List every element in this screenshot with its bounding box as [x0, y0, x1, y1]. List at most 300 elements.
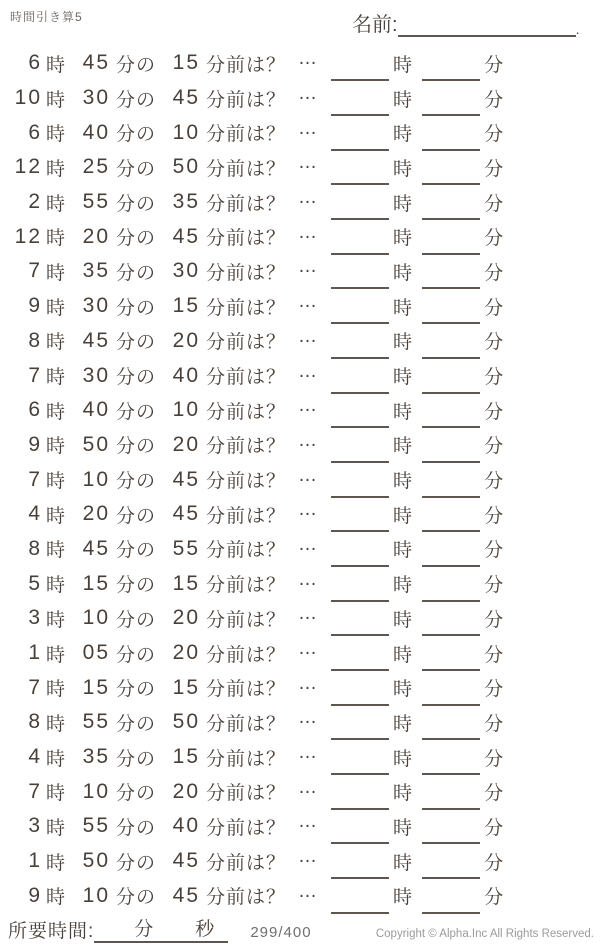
- answer-minute-blank: [422, 478, 480, 498]
- minute-value: 20: [82, 224, 111, 248]
- ellipsis: …: [298, 291, 319, 313]
- hour-unit-label: 時: [46, 575, 67, 597]
- minute-value: 35: [82, 259, 111, 283]
- hour-value: 7: [28, 779, 42, 803]
- minute-value: 45: [82, 328, 111, 352]
- before-minutes-value: 30: [172, 259, 201, 283]
- answer-hour-unit-label: 時: [393, 852, 414, 874]
- minutes-before-question-label: 分前は？: [206, 228, 287, 250]
- answer-hour-blank: [331, 582, 389, 602]
- hour-value: 7: [28, 675, 42, 699]
- minute-no-label: 分の: [116, 748, 157, 770]
- minutes-before-question-label: 分前は？: [206, 401, 287, 423]
- hour-value: 9: [28, 294, 42, 318]
- minute-value: 15: [82, 675, 111, 699]
- name-field: [352, 8, 579, 37]
- minute-no-label: 分の: [116, 644, 157, 666]
- minute-no-label: 分の: [116, 783, 157, 805]
- hour-unit-label: 時: [46, 297, 67, 319]
- answer-minute-blank: [422, 235, 480, 255]
- answer-hour-unit-label: 時: [393, 401, 414, 423]
- answer-minute-blank: [422, 755, 480, 775]
- minute-no-label: 分の: [116, 852, 157, 874]
- minute-value: 05: [82, 641, 111, 665]
- minute-value: 55: [82, 190, 111, 214]
- problem-row: [6, 393, 594, 428]
- minutes-before-question-label: 分前は？: [206, 817, 287, 839]
- ellipsis: …: [298, 360, 319, 382]
- answer-hour-blank: [331, 512, 389, 532]
- minute-value: 45: [82, 51, 111, 75]
- minute-no-label: 分の: [116, 471, 157, 493]
- minute-no-label: 分の: [116, 505, 157, 527]
- hour-value: 9: [28, 432, 42, 456]
- hour-value: 7: [28, 363, 42, 387]
- problem-row: [6, 428, 594, 463]
- before-minutes-value: 15: [172, 745, 201, 769]
- answer-hour-unit-label: 時: [393, 332, 414, 354]
- answer-minute-blank: [422, 269, 480, 289]
- minute-value: 40: [82, 120, 111, 144]
- answer-minute-blank: [422, 339, 480, 359]
- hour-unit-label: 時: [46, 367, 67, 389]
- hour-unit-label: 時: [46, 193, 67, 215]
- problem-row: [6, 705, 594, 740]
- ellipsis: …: [298, 603, 319, 625]
- before-minutes-value: 45: [172, 224, 201, 248]
- before-minutes-value: 40: [172, 363, 201, 387]
- hour-value: 2: [28, 190, 42, 214]
- minute-value: 10: [82, 883, 111, 907]
- answer-minute-blank: [422, 790, 480, 810]
- minute-value: 10: [82, 779, 111, 803]
- answer-minute-unit-label: 分: [484, 297, 505, 319]
- problem-row: [6, 497, 594, 532]
- minutes-before-question-label: 分前は？: [206, 540, 287, 562]
- answer-minute-unit-label: 分: [484, 679, 505, 701]
- answer-hour-unit-label: 時: [393, 679, 414, 701]
- answer-minute-blank: [422, 686, 480, 706]
- hour-value: 1: [28, 641, 42, 665]
- answer-hour-unit-label: 時: [393, 297, 414, 319]
- answer-minute-blank: [422, 61, 480, 81]
- ellipsis: …: [298, 846, 319, 868]
- minute-no-label: 分の: [116, 575, 157, 597]
- answer-hour-unit-label: 時: [393, 644, 414, 666]
- answer-hour-blank: [331, 651, 389, 671]
- minute-value: 50: [82, 432, 111, 456]
- ellipsis: …: [298, 638, 319, 660]
- hour-unit-label: 時: [46, 505, 67, 527]
- answer-minute-unit-label: 分: [484, 505, 505, 527]
- before-minutes-value: 15: [172, 294, 201, 318]
- minute-value: 50: [82, 849, 111, 873]
- ellipsis: …: [298, 48, 319, 70]
- problem-row: [6, 46, 594, 81]
- answer-minute-unit-label: 分: [484, 887, 505, 909]
- answer-hour-unit-label: 時: [393, 158, 414, 180]
- problem-row: [6, 532, 594, 567]
- answer-hour-unit-label: 時: [393, 783, 414, 805]
- answer-hour-unit-label: 時: [393, 436, 414, 458]
- before-minutes-value: 35: [172, 190, 201, 214]
- answer-hour-blank: [331, 478, 389, 498]
- minute-no-label: 分の: [116, 262, 157, 284]
- minute-no-label: 分の: [116, 609, 157, 631]
- answer-hour-blank: [331, 304, 389, 324]
- before-minutes-value: 15: [172, 51, 201, 75]
- minute-value: 30: [82, 294, 111, 318]
- answer-minute-unit-label: 分: [484, 158, 505, 180]
- problem-row: [6, 185, 594, 220]
- ellipsis: …: [298, 776, 319, 798]
- ellipsis: …: [298, 152, 319, 174]
- answer-hour-unit-label: 時: [393, 228, 414, 250]
- hour-unit-label: 時: [46, 783, 67, 805]
- hour-unit-label: 時: [46, 124, 67, 146]
- hour-unit-label: 時: [46, 748, 67, 770]
- hour-value: 6: [28, 120, 42, 144]
- before-minutes-value: 20: [172, 606, 201, 630]
- answer-hour-blank: [331, 443, 389, 463]
- hour-unit-label: 時: [46, 262, 67, 284]
- hour-unit-label: 時: [46, 228, 67, 250]
- ellipsis: …: [298, 672, 319, 694]
- ellipsis: …: [298, 221, 319, 243]
- minute-value: 10: [82, 606, 111, 630]
- problem-row: [6, 358, 594, 393]
- minute-no-label: 分の: [116, 679, 157, 701]
- answer-hour-blank: [331, 894, 389, 914]
- minute-no-label: 分の: [116, 297, 157, 319]
- answer-hour-unit-label: 時: [393, 540, 414, 562]
- minute-value: 55: [82, 814, 111, 838]
- answer-hour-unit-label: 時: [393, 262, 414, 284]
- name-blank-line: [398, 15, 576, 37]
- required-seconds-unit-label: 秒: [195, 919, 215, 940]
- answer-hour-unit-label: 時: [393, 124, 414, 146]
- answer-hour-blank: [331, 824, 389, 844]
- hour-unit-label: 時: [46, 471, 67, 493]
- answer-minute-blank: [422, 443, 480, 463]
- hour-unit-label: 時: [46, 644, 67, 666]
- minutes-before-question-label: 分前は？: [206, 367, 287, 389]
- answer-minute-unit-label: 分: [484, 713, 505, 735]
- problem-row: [6, 670, 594, 705]
- hour-unit-label: 時: [46, 332, 67, 354]
- minute-no-label: 分の: [116, 54, 157, 76]
- minute-no-label: 分の: [116, 193, 157, 215]
- before-minutes-value: 45: [172, 849, 201, 873]
- answer-hour-blank: [331, 131, 389, 151]
- minute-value: 10: [82, 467, 111, 491]
- answer-minute-unit-label: 分: [484, 852, 505, 874]
- answer-hour-blank: [331, 200, 389, 220]
- answer-hour-unit-label: 時: [393, 505, 414, 527]
- hour-unit-label: 時: [46, 436, 67, 458]
- name-trailing-dot: .: [575, 21, 580, 37]
- problem-list: [6, 46, 594, 913]
- answer-hour-blank: [331, 339, 389, 359]
- answer-hour-unit-label: 時: [393, 748, 414, 770]
- problem-row: [6, 636, 594, 671]
- before-minutes-value: 10: [172, 398, 201, 422]
- hour-value: 8: [28, 710, 42, 734]
- hour-unit-label: 時: [46, 817, 67, 839]
- answer-minute-blank: [422, 408, 480, 428]
- hour-value: 9: [28, 883, 42, 907]
- answer-minute-unit-label: 分: [484, 228, 505, 250]
- minutes-before-question-label: 分前は？: [206, 609, 287, 631]
- required-time-blank-line: [94, 919, 228, 943]
- problem-row: [6, 774, 594, 809]
- problem-row: [6, 254, 594, 289]
- answer-minute-blank: [422, 720, 480, 740]
- before-minutes-value: 20: [172, 779, 201, 803]
- ellipsis: …: [298, 880, 319, 902]
- minute-value: 35: [82, 745, 111, 769]
- problem-row: [6, 324, 594, 359]
- answer-hour-unit-label: 時: [393, 54, 414, 76]
- hour-value: 5: [28, 571, 42, 595]
- ellipsis: …: [298, 325, 319, 347]
- answer-minute-unit-label: 分: [484, 436, 505, 458]
- hour-unit-label: 時: [46, 54, 67, 76]
- answer-minute-blank: [422, 304, 480, 324]
- answer-minute-blank: [422, 131, 480, 151]
- minutes-before-question-label: 分前は？: [206, 783, 287, 805]
- before-minutes-value: 20: [172, 328, 201, 352]
- answer-minute-unit-label: 分: [484, 193, 505, 215]
- problem-row: [6, 809, 594, 844]
- before-minutes-value: 45: [172, 883, 201, 907]
- problem-row: [6, 150, 594, 185]
- problem-row: [6, 81, 594, 116]
- answer-hour-blank: [331, 374, 389, 394]
- minute-value: 40: [82, 398, 111, 422]
- answer-hour-blank: [331, 269, 389, 289]
- minutes-before-question-label: 分前は？: [206, 505, 287, 527]
- answer-minute-unit-label: 分: [484, 262, 505, 284]
- answer-minute-blank: [422, 824, 480, 844]
- answer-minute-unit-label: 分: [484, 367, 505, 389]
- minutes-before-question-label: 分前は？: [206, 748, 287, 770]
- minute-no-label: 分の: [116, 887, 157, 909]
- minutes-before-question-label: 分前は？: [206, 679, 287, 701]
- minute-no-label: 分の: [116, 228, 157, 250]
- minutes-before-question-label: 分前は？: [206, 644, 287, 666]
- problem-row: [6, 115, 594, 150]
- before-minutes-value: 15: [172, 675, 201, 699]
- minutes-before-question-label: 分前は？: [206, 575, 287, 597]
- answer-minute-blank: [422, 616, 480, 636]
- minute-no-label: 分の: [116, 367, 157, 389]
- minute-value: 30: [82, 363, 111, 387]
- answer-minute-blank: [422, 200, 480, 220]
- minute-no-label: 分の: [116, 89, 157, 111]
- hour-value: 6: [28, 398, 42, 422]
- answer-minute-blank: [422, 512, 480, 532]
- minute-value: 20: [82, 502, 111, 526]
- hour-value: 4: [28, 745, 42, 769]
- minutes-before-question-label: 分前は？: [206, 297, 287, 319]
- problem-row: [6, 289, 594, 324]
- hour-unit-label: 時: [46, 158, 67, 180]
- answer-hour-unit-label: 時: [393, 575, 414, 597]
- before-minutes-value: 55: [172, 536, 201, 560]
- page-number: 299/400: [250, 924, 312, 941]
- footer: [8, 916, 594, 943]
- hour-unit-label: 時: [46, 852, 67, 874]
- minutes-before-question-label: 分前は？: [206, 262, 287, 284]
- hour-value: 7: [28, 259, 42, 283]
- minutes-before-question-label: 分前は？: [206, 852, 287, 874]
- problem-row: [6, 219, 594, 254]
- hour-value: 3: [28, 814, 42, 838]
- ellipsis: …: [298, 429, 319, 451]
- minute-no-label: 分の: [116, 332, 157, 354]
- copyright-text: Copyright © Alpha.Inc All Rights Reserved.: [375, 928, 594, 940]
- before-minutes-value: 45: [172, 502, 201, 526]
- before-minutes-value: 15: [172, 571, 201, 595]
- ellipsis: …: [298, 83, 319, 105]
- worksheet-title: 時間引き算5: [10, 10, 83, 24]
- answer-minute-unit-label: 分: [484, 575, 505, 597]
- answer-minute-unit-label: 分: [484, 471, 505, 493]
- hour-unit-label: 時: [46, 713, 67, 735]
- problem-row: [6, 879, 594, 914]
- before-minutes-value: 40: [172, 814, 201, 838]
- ellipsis: …: [298, 464, 319, 486]
- minute-no-label: 分の: [116, 124, 157, 146]
- minute-value: 15: [82, 571, 111, 595]
- ellipsis: …: [298, 187, 319, 209]
- required-time-label: 所要時間:: [8, 921, 95, 942]
- hour-unit-label: 時: [46, 887, 67, 909]
- minute-no-label: 分の: [116, 158, 157, 180]
- answer-hour-unit-label: 時: [393, 471, 414, 493]
- minute-no-label: 分の: [116, 540, 157, 562]
- minute-no-label: 分の: [116, 401, 157, 423]
- minutes-before-question-label: 分前は？: [206, 436, 287, 458]
- minute-no-label: 分の: [116, 713, 157, 735]
- ellipsis: …: [298, 395, 319, 417]
- answer-hour-blank: [331, 235, 389, 255]
- name-label: 名前:: [352, 14, 398, 36]
- before-minutes-value: 45: [172, 86, 201, 110]
- answer-hour-unit-label: 時: [393, 817, 414, 839]
- answer-hour-blank: [331, 165, 389, 185]
- minutes-before-question-label: 分前は？: [206, 332, 287, 354]
- answer-minute-blank: [422, 894, 480, 914]
- hour-value: 10: [14, 86, 42, 110]
- answer-hour-unit-label: 時: [393, 367, 414, 389]
- minutes-before-question-label: 分前は？: [206, 471, 287, 493]
- hour-unit-label: 時: [46, 401, 67, 423]
- hour-value: 12: [14, 155, 42, 179]
- ellipsis: …: [298, 568, 319, 590]
- hour-unit-label: 時: [46, 609, 67, 631]
- minute-value: 25: [82, 155, 111, 179]
- answer-hour-blank: [331, 790, 389, 810]
- minute-no-label: 分の: [116, 817, 157, 839]
- minute-no-label: 分の: [116, 436, 157, 458]
- problem-row: [6, 566, 594, 601]
- before-minutes-value: 50: [172, 710, 201, 734]
- answer-hour-blank: [331, 408, 389, 428]
- hour-value: 3: [28, 606, 42, 630]
- before-minutes-value: 50: [172, 155, 201, 179]
- answer-minute-unit-label: 分: [484, 332, 505, 354]
- hour-unit-label: 時: [46, 89, 67, 111]
- answer-hour-unit-label: 時: [393, 609, 414, 631]
- answer-hour-blank: [331, 61, 389, 81]
- minutes-before-question-label: 分前は？: [206, 713, 287, 735]
- before-minutes-value: 45: [172, 467, 201, 491]
- ellipsis: …: [298, 499, 319, 521]
- ellipsis: …: [298, 117, 319, 139]
- before-minutes-value: 20: [172, 432, 201, 456]
- answer-hour-blank: [331, 720, 389, 740]
- ellipsis: …: [298, 256, 319, 278]
- answer-hour-unit-label: 時: [393, 193, 414, 215]
- hour-unit-label: 時: [46, 679, 67, 701]
- answer-minute-unit-label: 分: [484, 748, 505, 770]
- problem-row: [6, 462, 594, 497]
- answer-hour-unit-label: 時: [393, 89, 414, 111]
- ellipsis: …: [298, 707, 319, 729]
- hour-value: 8: [28, 536, 42, 560]
- answer-minute-unit-label: 分: [484, 817, 505, 839]
- hour-value: 1: [28, 849, 42, 873]
- before-minutes-value: 10: [172, 120, 201, 144]
- required-minutes-unit-label: 分: [134, 919, 154, 940]
- minutes-before-question-label: 分前は？: [206, 887, 287, 909]
- answer-hour-blank: [331, 859, 389, 879]
- answer-minute-unit-label: 分: [484, 124, 505, 146]
- problem-row: [6, 740, 594, 775]
- answer-minute-blank: [422, 859, 480, 879]
- answer-hour-blank: [331, 96, 389, 116]
- ellipsis: …: [298, 742, 319, 764]
- minute-value: 45: [82, 536, 111, 560]
- answer-hour-blank: [331, 755, 389, 775]
- minute-value: 55: [82, 710, 111, 734]
- answer-minute-unit-label: 分: [484, 401, 505, 423]
- answer-hour-blank: [331, 686, 389, 706]
- answer-minute-unit-label: 分: [484, 644, 505, 666]
- answer-minute-unit-label: 分: [484, 540, 505, 562]
- hour-value: 6: [28, 51, 42, 75]
- before-minutes-value: 20: [172, 641, 201, 665]
- answer-minute-unit-label: 分: [484, 54, 505, 76]
- minutes-before-question-label: 分前は？: [206, 193, 287, 215]
- answer-minute-blank: [422, 582, 480, 602]
- answer-minute-blank: [422, 651, 480, 671]
- minutes-before-question-label: 分前は？: [206, 124, 287, 146]
- ellipsis: …: [298, 811, 319, 833]
- answer-hour-unit-label: 時: [393, 713, 414, 735]
- ellipsis: …: [298, 533, 319, 555]
- problem-row: [6, 601, 594, 636]
- answer-minute-unit-label: 分: [484, 783, 505, 805]
- answer-hour-blank: [331, 616, 389, 636]
- hour-value: 4: [28, 502, 42, 526]
- answer-minute-blank: [422, 165, 480, 185]
- minutes-before-question-label: 分前は？: [206, 158, 287, 180]
- problem-row: [6, 844, 594, 879]
- hour-value: 12: [14, 224, 42, 248]
